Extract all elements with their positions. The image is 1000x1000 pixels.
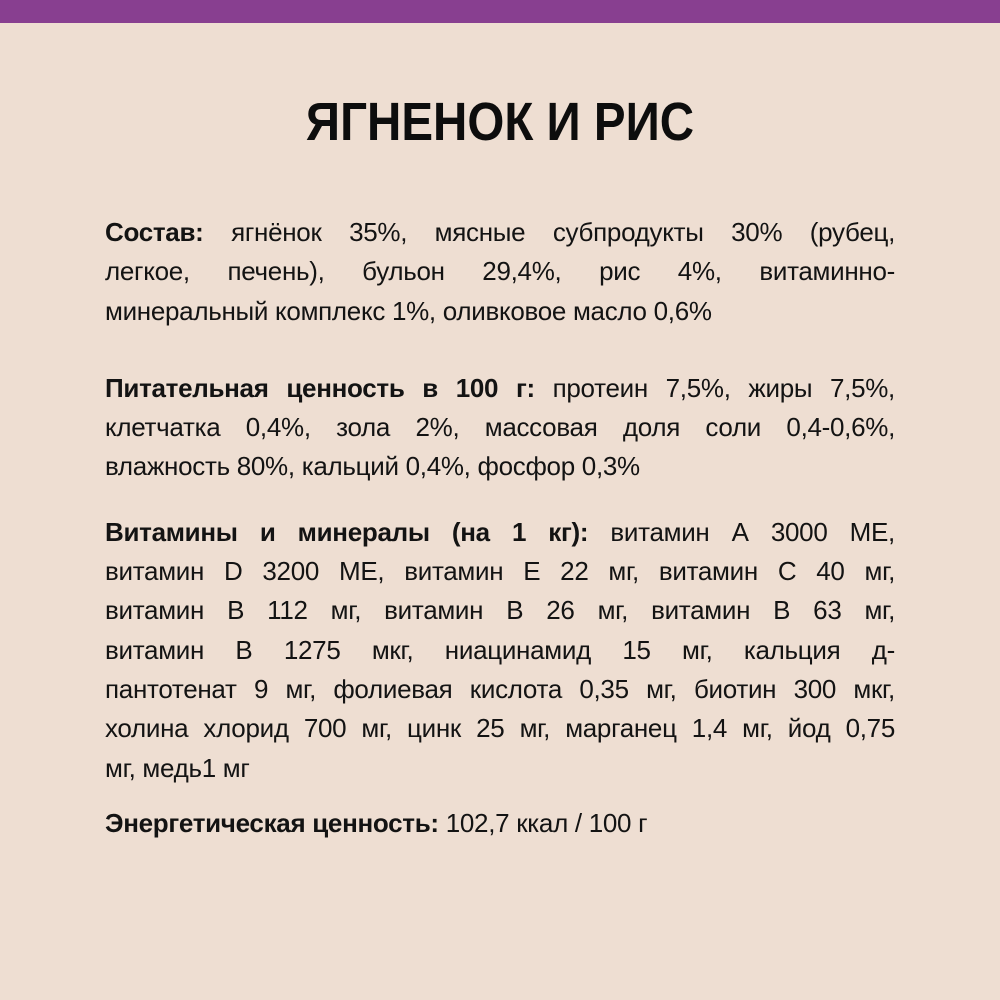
text-line: мг, медь1 мг (105, 752, 250, 783)
text-line: витамин D 3200 МЕ, витамин Е 22 мг, витамин С 40 мг, (105, 556, 895, 587)
section-nutritional-value (105, 369, 895, 487)
text-line: легкое, печень), бульон 29,4%, рис 4%, витаминно- (105, 256, 895, 287)
section-composition (105, 213, 895, 331)
section-nutritional-value-label: Питательная ценность в 100 г: (105, 372, 535, 403)
section-energy-value-text: 102,7 ккал / 100 г (445, 807, 648, 838)
text-line (105, 213, 895, 252)
text-line: пантотенат 9 мг, фолиевая кислота 0,35 мг, биотин 300 мкг, (105, 673, 895, 704)
text-line: холина хлорид 700 мг, цинк 25 мг, марганец 1,4 мг, йод 0,75 (105, 713, 895, 744)
text-line: клетчатка 0,4%, зола 2%, массовая доля соли 0,4-0,6%, (105, 412, 895, 443)
section-vitamins-minerals (105, 513, 895, 788)
page-title: ЯГНЕНОК И РИС (305, 92, 695, 152)
section-composition-label: Состав: (105, 217, 204, 247)
text-line (105, 369, 895, 408)
section-composition-text: ягнёнок 35%, мясные субпродукты 30% (рубец, (231, 217, 895, 247)
section-energy-value-label: Энергетическая ценность: (105, 807, 439, 838)
text-line: витамин В 1275 мкг, ниацинамид 15 мг, кальция д- (105, 634, 895, 665)
text-line: влажность 80%, кальций 0,4%, фосфор 0,3% (105, 451, 640, 482)
section-vitamins-minerals-text: витамин А 3000 МЕ, (610, 516, 895, 547)
text-line (105, 804, 895, 843)
text-line: минеральный комплекс 1%, оливковое масло 0,6% (105, 295, 712, 326)
label-text-content (105, 213, 895, 843)
section-energy-value (105, 804, 895, 843)
section-vitamins-minerals-label: Витамины и минералы (на 1 кг): (105, 516, 589, 547)
text-line (105, 513, 895, 552)
text-line: витамин В 112 мг, витамин В 26 мг, витамин В 63 мг, (105, 595, 895, 626)
section-nutritional-value-text: протеин 7,5%, жиры 7,5%, (552, 372, 895, 403)
top-accent-bar (0, 0, 1000, 23)
